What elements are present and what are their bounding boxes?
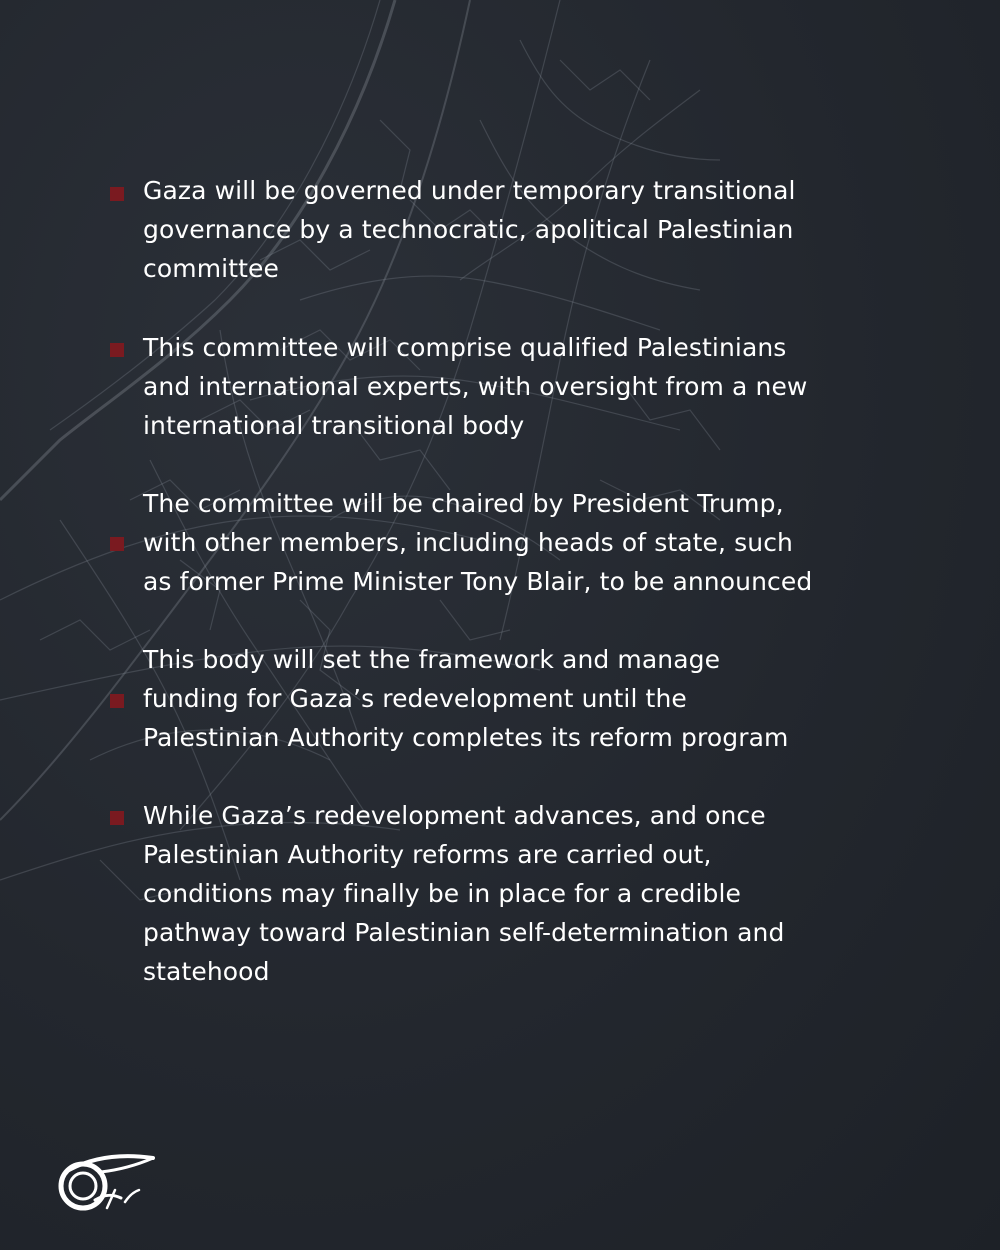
- bullet-marker: [110, 187, 124, 201]
- bullet-point-5: While Gaza’s redevelopment advances, and once Palestinian Authority reforms are carried out, conditions may finally be in place for a credible pathway toward Palestinian self-determination and statehood: [143, 801, 785, 986]
- bullet-marker: [110, 343, 124, 357]
- bullet-point-4: This body will set the framework and manage funding for Gaza’s redevelopment until the Palestinian Authority completes its reform program: [143, 645, 789, 752]
- bullet-marker: [110, 811, 124, 825]
- bullet-point-1: Gaza will be governed under temporary transitional governance by a technocratic, apolitical Palestinian committee: [143, 176, 796, 283]
- al-mayadeen-logo-icon: [55, 1150, 160, 1220]
- bullet-point-2: This committee will comprise qualified Palestinians and international experts, with oversight from a new international transitional body: [143, 333, 808, 440]
- bullet-point-3: The committee will be chaired by President Trump, with other members, including heads of state, such as former Prime Minister Tony Blair, to be announced: [143, 489, 813, 596]
- bullet-marker: [110, 537, 124, 551]
- bullet-marker: [110, 694, 124, 708]
